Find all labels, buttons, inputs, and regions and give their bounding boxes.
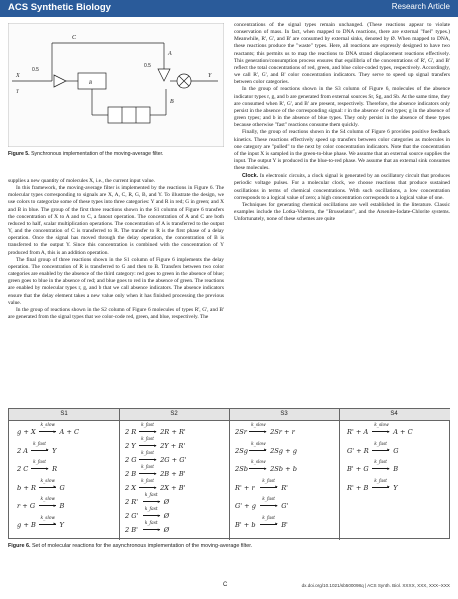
reaction-reactants: r + G <box>17 502 36 510</box>
rate-constant: k_slow <box>40 497 56 502</box>
reaction-equation <box>347 478 447 495</box>
reaction-arrow: k_slow ▸ <box>251 460 267 472</box>
reaction-equation <box>235 425 335 439</box>
reaction-reactants: G' + R <box>347 446 369 455</box>
reaction-reactants: G' + g <box>235 502 257 510</box>
rate-constant: k_fast <box>374 441 388 447</box>
fig5-label-half-left: 0.5 <box>32 67 39 73</box>
reaction-arrow: k_fast ▸ <box>33 441 49 454</box>
paragraph: The final group of three reactions shown in the S1 column of Figure 6 implements the delay operation. The concentration of R is transferred to G and then to B. Transfers between two color categories are enabled by the absence of the third category: red goes to green in the absence of blue; green goes to blue in the absence of red; and blue goes to red in the absence of green. The reactions are enabled by molecular types r, g, and b that we call absence indicators. The absence indicators ensure that the delay element takes a new value only when it has finished processing the previous value. <box>8 256 224 306</box>
reaction-equation <box>125 467 225 481</box>
paragraph: supplies a new quantity of molecules X, i.e., the current input value. <box>8 178 156 184</box>
rate-constant: k_slow <box>251 460 266 465</box>
table-header-s3: S3 <box>280 411 288 417</box>
reaction-products: B <box>393 465 399 473</box>
reaction-products: 2Sb + b <box>270 465 297 473</box>
reaction-products: Ø <box>163 498 170 506</box>
rate-constant: k_fast <box>144 521 158 526</box>
reaction-equation <box>125 495 225 509</box>
fig5-label-buf: B <box>89 81 93 86</box>
figure-5-caption-text: Synchronous implementation of the moving-average filter. <box>29 151 164 157</box>
reaction-arrow: k_fast ▸ <box>141 423 157 435</box>
table-header-s2: S2 <box>170 411 178 417</box>
reaction-reactants: 2 C <box>17 465 29 473</box>
rate-constant: k_fast <box>33 460 46 465</box>
reaction-equation <box>17 478 117 495</box>
reaction-products: Ø <box>163 512 170 520</box>
clock-heading: Clock. <box>242 173 259 180</box>
reaction-products: B <box>59 502 65 510</box>
rate-constant: k_fast <box>141 479 154 484</box>
reaction-equation <box>235 441 335 458</box>
reaction-equation <box>17 441 117 458</box>
reaction-arrow: k_slow ▸ <box>374 423 390 435</box>
reaction-arrow: k_fast ▸ <box>141 465 157 477</box>
rate-constant: k_slow <box>40 515 56 521</box>
paragraph: concentrations of the signal types remain unchanged. (These reactions appear to violate conservation of mass. In fact, when mapped to DNA reactions, there are external "fuel" types.) Meanwhile, R', G', and B' are consumed by external sinks, denoted by Ø. When mapped to DNA, these reactions produce the "waste" types. Here, all reactions are expressly designed to have two reactants; this permits us to map the reactions to DNA strand displacement reactions effectively. This generation/consumption process ensures that equilibria of the concentrations of R', G', and B' reflect the total concentrations of red, green, and blue color-coded types, respectively. Accordingly, we call R', G', and B' color concentration indicators. They serve to speed up signal transfers between color categories. <box>234 22 450 86</box>
reaction-reactants: 2 G' <box>125 512 139 520</box>
reaction-products: 2Sg + g <box>270 446 297 455</box>
page-number: C <box>223 582 228 588</box>
reaction-equation <box>347 441 447 458</box>
body-text-left-column <box>8 178 224 321</box>
reaction-reactants: g + B <box>17 520 36 529</box>
fig5-label-half-right: 0.5 <box>144 63 151 69</box>
reaction-products: Y <box>59 520 64 529</box>
reaction-reactants: R' + B <box>347 483 369 492</box>
reaction-products: G' <box>281 502 289 510</box>
reaction-arrow: k_fast ▸ <box>144 507 161 519</box>
reaction-reactants: 2 A <box>17 446 29 455</box>
reaction-products: G <box>59 483 65 492</box>
reaction-products: R <box>52 465 58 473</box>
reaction-equation <box>17 499 117 513</box>
rate-constant: k_fast <box>141 437 154 442</box>
reaction-products: 2B + B' <box>160 470 186 478</box>
reaction-reactants: B' + b <box>235 520 256 529</box>
reaction-reactants: 2Sr <box>235 428 247 436</box>
rate-constant: k_fast <box>374 478 388 484</box>
rate-constant: k_slow <box>251 423 266 428</box>
clock-text: In electronic circuits, a clock signal is generated by an oscillatory circuit that produces periodic voltage pulses. For a molecular clock, we choose reactions that produce sustained oscillations in terms of chemical concentrations. With such oscillations, a low concentration corresponds to a logical value of zero; a high concentration corresponds to a logical value of one. <box>234 173 450 201</box>
reaction-equation <box>17 425 117 439</box>
reaction-equation <box>347 425 447 439</box>
rate-constant: k_slow <box>40 478 56 484</box>
reaction-products: 2Y + R' <box>160 442 186 450</box>
reaction-equation <box>125 425 225 439</box>
reaction-equation <box>125 481 225 495</box>
reaction-products: Y <box>52 446 57 455</box>
rate-constant: k_fast <box>374 460 388 465</box>
reaction-arrow: k_fast ▸ <box>374 478 390 491</box>
reaction-arrow: k_fast ▸ <box>262 515 278 528</box>
table-header-s1: S1 <box>60 411 68 417</box>
reaction-products: R' <box>281 483 288 492</box>
journal-name: ACS Synthetic Biology <box>8 2 111 13</box>
reaction-reactants: 2 B' <box>125 526 138 534</box>
rate-constant: k_fast <box>141 451 154 456</box>
rate-constant: k_fast <box>144 493 158 498</box>
reaction-arrow: k_fast ▸ <box>141 479 157 491</box>
reaction-arrow: k_slow ▸ <box>40 478 57 491</box>
reaction-equation <box>125 509 225 523</box>
reaction-reactants: R' + A <box>347 428 369 436</box>
reaction-arrow: k_fast ▸ <box>33 460 49 472</box>
reaction-equation <box>235 499 335 513</box>
figure-5-diagram <box>8 23 224 147</box>
reaction-arrow: k_slow ▸ <box>251 441 267 454</box>
rate-constant: k_fast <box>33 441 46 447</box>
reaction-products: Ø <box>163 526 170 534</box>
reaction-reactants: 2 R <box>125 428 137 436</box>
reaction-products: A + C <box>393 428 413 436</box>
body-text-right-column <box>234 22 450 223</box>
fig5-label-x: X <box>16 73 20 79</box>
reaction-equation <box>125 523 225 537</box>
reaction-products: 2R + R' <box>160 428 186 436</box>
rate-constant: k_fast <box>141 423 154 428</box>
reaction-arrow: k_slow ▸ <box>40 497 57 509</box>
clock-paragraph <box>234 173 450 202</box>
reaction-equation <box>235 478 335 495</box>
reaction-equation <box>17 515 117 532</box>
reaction-products: A + C <box>59 428 80 436</box>
reaction-equation <box>17 462 117 476</box>
article-type-label: Research Article <box>391 2 450 11</box>
reaction-arrow: k_slow ▸ <box>40 423 57 435</box>
reaction-equation <box>235 462 335 476</box>
reaction-equation <box>347 462 447 476</box>
reaction-arrow: k_fast ▸ <box>262 478 278 491</box>
reaction-arrow: k_fast ▸ <box>262 497 278 509</box>
rate-constant: k_slow <box>40 423 56 428</box>
reaction-products: B' <box>281 520 288 529</box>
reaction-arrow: k_fast ▸ <box>144 521 161 533</box>
footer-doi: dx.doi.org/10.1021/sb500098q | ACS Synth. Biol. XXXX, XXX, XXX−XXX <box>301 583 450 588</box>
reaction-arrow: k_slow ▸ <box>40 515 57 528</box>
paragraph: Techniques for generating chemical oscillations are well established in the literature. Classic examples include the Lotka-Volterra, the "Brusselator", and the Arsenite-Iodate-Chlorite systems. Unfortunately, none of these schemes are quite <box>234 201 450 223</box>
reaction-reactants: B' + G <box>347 465 369 473</box>
table-divider <box>119 409 120 540</box>
reaction-products: 2Sr + r <box>270 428 295 436</box>
figure-5-caption <box>8 151 224 157</box>
reaction-reactants: 2 B <box>125 470 137 478</box>
rate-constant: k_fast <box>262 478 276 484</box>
rate-constant: k_slow <box>374 423 389 428</box>
reaction-reactants: 2Sg <box>235 446 248 455</box>
reaction-products: G <box>393 446 399 455</box>
reaction-equation <box>235 515 335 532</box>
reaction-reactants: R' + r <box>235 483 255 492</box>
fig5-label-y: Y <box>208 73 212 79</box>
reaction-arrow: k_fast ▸ <box>141 451 157 463</box>
paragraph: In the group of reactions shown in the S2 column of Figure 6 molecules of types R', G', and B' are generated from the signal types that we color-code red, green, and blue, respectively. The <box>8 306 224 320</box>
paragraph: In the group of reactions shown in the S3 column of Figure 6, molecules of the absence indicator types r, g, and b are generated from external sources Sr, Sg, and Sb. At the same time, they are consumed when R', G', and B' are present, respectively. Therefore, the absence indicators only persist in the absence of the corresponding signal: r in the absence of red types; g in the absence of green types; and b in the absence of blue types. They only persist in the absence of these types because otherwise "fast" reactions consume them quickly. <box>234 86 450 129</box>
reaction-arrow: k_fast ▸ <box>141 437 157 449</box>
reaction-products: 2G + G' <box>160 456 187 464</box>
paragraph: Finally, the group of reactions shown in the S4 column of Figure 6 provides positive feedback kinetics. These reactions effectively speed up transfers between color categories as molecules in one category are "pulled" to the next by color concentration indicators. Note that the concentration of the input X is sampled in the green-to-blue phase. We assume that an external source supplies the input. The output Y is produced in the blue-to-red phase. We assume that an external sink consumes these molecules. <box>234 129 450 172</box>
reaction-reactants: g + X <box>17 428 36 436</box>
reaction-reactants: b + R <box>17 483 36 492</box>
fig5-label-b: B <box>170 99 174 105</box>
reaction-reactants: 2 X <box>125 484 136 492</box>
reaction-arrow: k_fast ▸ <box>374 441 390 454</box>
rate-constant: k_fast <box>141 465 154 470</box>
paragraph: In this framework, the moving-average filter is implemented by the reactions in Figure 6. The molecular types corresponding to signals are X, A, C, R, G, B, and Y. To illustrate the design, we use colors to categorize some of these types into three categories: Y and R in red; G in green; and X and B in blue. The group of the first three reactions shown in the S1 column of Figure 6 transfers the concentration of X to A and to C, a fanout operation. The concentration of A and C are both reduced to half, scalar multiplication operations. The concentration of A is transferred to the output Y, and the concentration of C is transferred to R. The transfer to R is the first phase of a delay operation. Once the signal has moved through the delay operation, the concentration of B is transferred to the output Y. Since this concentration is combined with the concentration of Y produced from A, this is an addition operation. <box>8 185 224 256</box>
reaction-arrow: k_fast ▸ <box>144 493 161 505</box>
reaction-reactants: 2 G <box>125 456 137 464</box>
fig5-label-x-sub: T <box>16 90 19 95</box>
table-divider <box>339 409 340 540</box>
reaction-reactants: 2Sb <box>235 465 248 473</box>
reaction-reactants: 2 R' <box>125 498 139 506</box>
figure-6-caption-lead: Figure 6. <box>8 543 31 549</box>
figure-6-caption-text: Set of molecular reactions for the asynchronous implementation of the moving-average filter. <box>30 543 253 549</box>
rate-constant: k_fast <box>262 497 276 502</box>
table-divider <box>229 409 230 540</box>
reaction-equation <box>125 453 225 467</box>
rate-constant: k_fast <box>144 507 158 512</box>
figure-6-caption <box>8 543 252 549</box>
reaction-table <box>8 408 450 539</box>
journal-header-bar <box>0 0 458 17</box>
rate-constant: k_fast <box>262 515 276 521</box>
fig5-label-c: C <box>72 35 77 41</box>
figure-5-caption-lead: Figure 5. <box>8 151 30 157</box>
reaction-reactants: 2 Y <box>125 442 136 450</box>
reaction-products: 2X + B' <box>160 484 186 492</box>
fig5-label-a: A <box>168 51 172 57</box>
reaction-equation <box>125 439 225 453</box>
table-header-s4: S4 <box>390 411 398 417</box>
reaction-arrow: k_fast ▸ <box>374 460 390 472</box>
reaction-arrow: k_slow ▸ <box>251 423 267 435</box>
rate-constant: k_slow <box>251 441 266 447</box>
reaction-products: Y <box>393 483 398 492</box>
